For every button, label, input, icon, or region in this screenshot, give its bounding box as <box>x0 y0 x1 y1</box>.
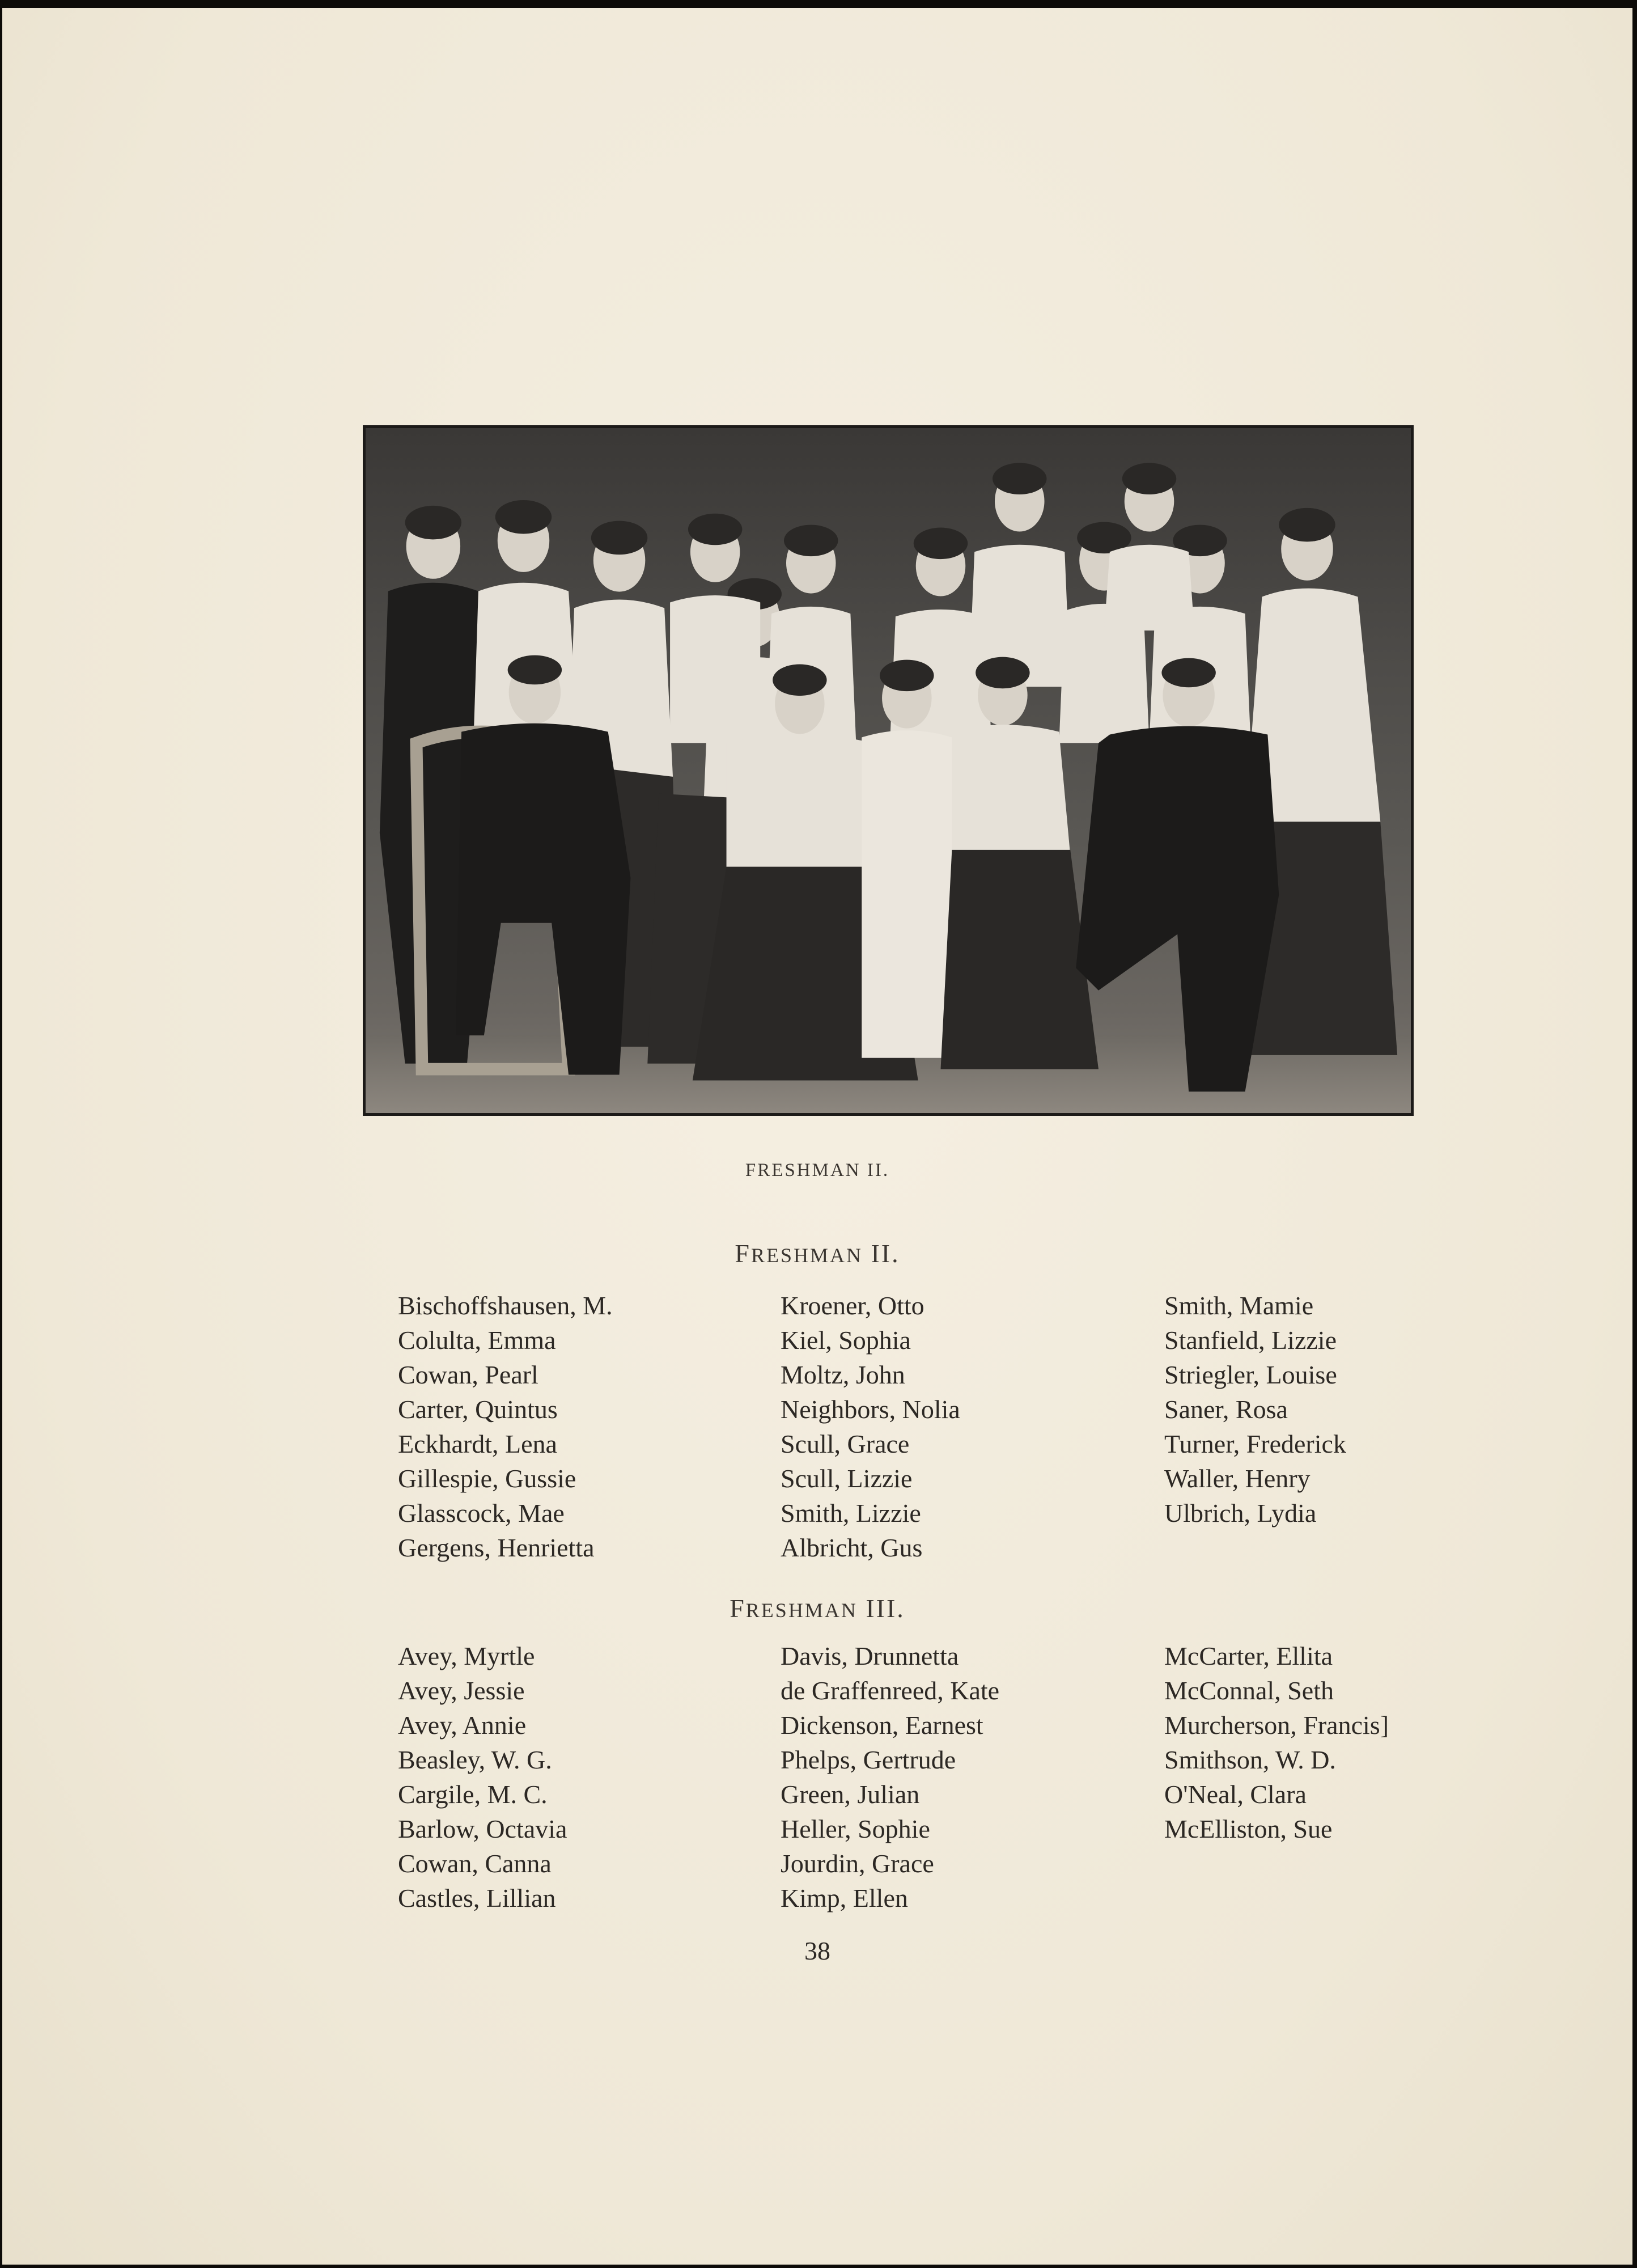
list-item: Phelps, Gertrude <box>781 1745 956 1774</box>
section-heading-freshman-iii <box>2 1593 1632 1623</box>
list-item: Dickenson, Earnest <box>781 1711 983 1740</box>
list-item: Smith, Lizzie <box>781 1499 921 1527</box>
list-item: McCarter, Ellita <box>1164 1641 1333 1670</box>
document-page <box>2 8 1632 2265</box>
list-item: Avey, Myrtle <box>398 1641 535 1670</box>
list-item: Scull, Grace <box>781 1429 910 1458</box>
list-item: Kroener, Otto <box>781 1291 924 1320</box>
list-item: Gillespie, Gussie <box>398 1464 576 1493</box>
heading-numeral: III. <box>857 1594 905 1623</box>
list-item: Saner, Rosa <box>1164 1395 1288 1424</box>
group-photograph-icon <box>366 428 1411 1113</box>
list-item: Green, Julian <box>781 1780 920 1809</box>
list-item: Neighbors, Nolia <box>781 1395 960 1424</box>
list-item: Kiel, Sophia <box>781 1326 911 1355</box>
list-item: Beasley, W. G. <box>398 1745 552 1774</box>
list-item: Smithson, W. D. <box>1164 1745 1336 1774</box>
list-item: McElliston, Sue <box>1164 1814 1333 1843</box>
list-item: Cowan, Canna <box>398 1849 552 1878</box>
name-column <box>781 1639 999 1915</box>
heading-initial: F <box>735 1239 751 1268</box>
list-item: Castles, Lillian <box>398 1884 556 1912</box>
list-item: Avey, Jessie <box>398 1676 525 1705</box>
name-column <box>1164 1288 1346 1530</box>
list-item: Avey, Annie <box>398 1711 527 1740</box>
name-column <box>1164 1639 1389 1846</box>
heading-numeral: II. <box>862 1239 900 1268</box>
section-heading-freshman-ii <box>2 1238 1632 1268</box>
list-item: Eckhardt, Lena <box>398 1429 557 1458</box>
page-number: 38 <box>804 1936 830 1965</box>
list-item: Striegler, Louise <box>1164 1360 1337 1389</box>
list-item: Kimp, Ellen <box>781 1884 908 1912</box>
list-item: Moltz, John <box>781 1360 905 1389</box>
name-column <box>398 1288 613 1565</box>
name-column <box>781 1288 960 1565</box>
group-photograph <box>363 425 1414 1116</box>
list-item: Stanfield, Lizzie <box>1164 1326 1337 1355</box>
list-item: O'Neal, Clara <box>1164 1780 1307 1809</box>
list-item: Waller, Henry <box>1164 1464 1311 1493</box>
heading-smallcaps: RESHMAN <box>745 1599 858 1622</box>
list-item: Jourdin, Grace <box>781 1849 934 1878</box>
photo-caption: FRESHMAN II. <box>745 1160 890 1180</box>
list-item: Turner, Frederick <box>1164 1429 1346 1458</box>
list-item: McConnal, Seth <box>1164 1676 1334 1705</box>
list-item: Gergens, Henrietta <box>398 1533 595 1562</box>
list-item: Smith, Mamie <box>1164 1291 1314 1320</box>
list-item: Davis, Drunnetta <box>781 1641 959 1670</box>
list-item: Bischoffshausen, M. <box>398 1291 613 1320</box>
heading-smallcaps: RESHMAN <box>750 1244 863 1267</box>
list-item: Cowan, Pearl <box>398 1360 538 1389</box>
list-item: Colulta, Emma <box>398 1326 556 1355</box>
list-item: Glasscock, Mae <box>398 1499 565 1527</box>
heading-initial: F <box>730 1594 746 1623</box>
list-item: Albricht, Gus <box>781 1533 923 1562</box>
list-item: de Graffenreed, Kate <box>781 1676 1000 1705</box>
list-item: Scull, Lizzie <box>781 1464 913 1493</box>
list-item: Murcherson, Francis] <box>1164 1711 1389 1740</box>
list-item: Carter, Quintus <box>398 1395 558 1424</box>
name-column <box>398 1639 567 1915</box>
list-item: Barlow, Octavia <box>398 1814 567 1843</box>
list-item: Cargile, M. C. <box>398 1780 548 1809</box>
list-item: Heller, Sophie <box>781 1814 930 1843</box>
list-item: Ulbrich, Lydia <box>1164 1499 1317 1527</box>
